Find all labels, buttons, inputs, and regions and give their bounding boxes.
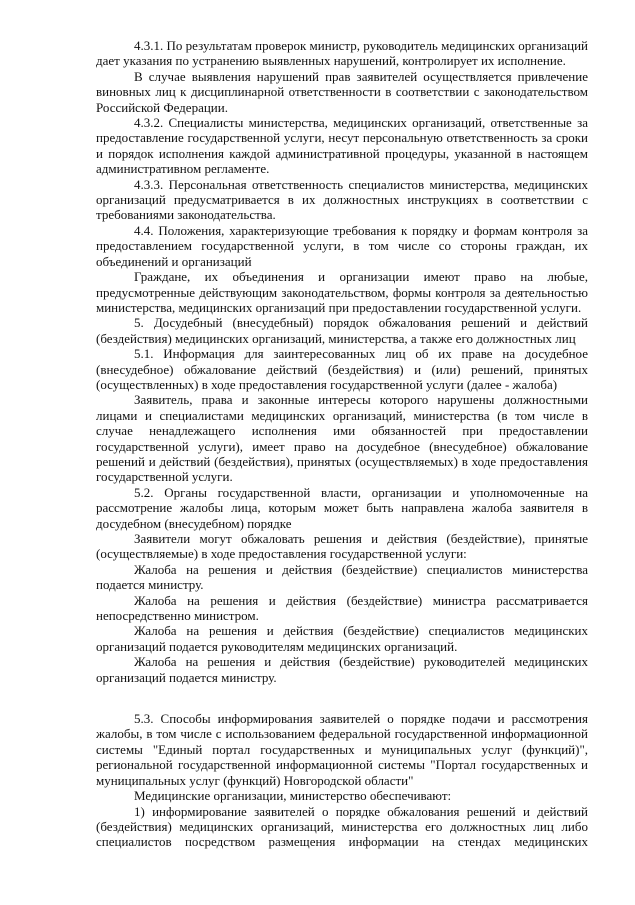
document-page xyxy=(96,38,588,850)
paragraph-organizations-provide: Медицинские организации, министерство обеспечивают: xyxy=(134,788,452,804)
paragraph-violations: В случае выявления нарушений прав заявителей осуществляется привлечение виновных лиц к дисциплинарной ответственности в соответствии с законодательством Российской Федерации. xyxy=(96,68,588,115)
paragraph-item-1: 1) информирование заявителей о порядке обжалования решений и действий (бездействия) медицинских организаций, министерства его должностных лиц либо специалистов посредством размещения информации на стендах медицинских xyxy=(96,803,588,850)
paragraph-5-3: 5.3. Способы информирования заявителей о порядке подачи и рассмотрения жалобы, в том числе с использованием федеральной государственной информационной системы "Единый портал государственных и муниципальных услуг (функций)", региональной государственной информационной системы "Портал государственных и муниципальных услуг (функций) Новгородской области" xyxy=(96,711,588,788)
paragraph-5-2: 5.2. Органы государственной власти, организации и уполномоченные на рассмотрение жалобы лица, которым может быть направлена жалоба заявителя в досудебном (внесудебном) порядке xyxy=(96,484,588,531)
paragraph-applicant-rights: Заявитель, права и законные интересы которого нарушены должностными лицами и специалистами медицинских организаций, министерства (в том числе в случае ненадлежащего исполнения ими обязанностей при предоставлении государственной услуги), имеет право на досудебное (внесудебное) обжалование решений и действий (бездействия), принятых (осуществляемых) в ходе предоставления государственной услуги. xyxy=(96,392,588,485)
section-gap xyxy=(96,685,588,711)
paragraph-4-4: 4.4. Положения, характеризующие требования к порядку и формам контроля за предоставлением государственной услуги, в том числе со стороны граждан, их объединений и организаций xyxy=(96,222,588,269)
paragraph-complaint-minister: Жалоба на решения и действия (бездействие) министра рассматривается непосредственно министром. xyxy=(96,592,588,624)
paragraph-5: 5. Досудебный (внесудебный) порядок обжалования решений и действий (бездействия) медицинских организаций, министерства, а также его должностных лиц xyxy=(96,315,588,346)
paragraph-4-3-3: 4.3.3. Персональная ответственность специалистов министерства, медицинских организаций предусматривается в их должностных инструкциях в соответствии с требованиями законодательства. xyxy=(96,176,588,223)
paragraph-appeal-intro: Заявители могут обжаловать решения и действия (бездействие), принятые (осуществляемые) в ходе предоставления государственной услуги: xyxy=(96,531,588,562)
paragraph-complaint-ministry-staff: Жалоба на решения и действия (бездействие) специалистов министерства подается министру. xyxy=(96,561,588,593)
paragraph-complaint-medical-staff: Жалоба на решения и действия (бездействие) специалистов медицинских организаций подается руководителям медицинских организаций. xyxy=(96,623,588,654)
paragraph-complaint-medical-heads: Жалоба на решения и действия (бездействие) руководителей медицинских организаций подается министру. xyxy=(96,654,588,685)
paragraph-4-3-1: 4.3.1. По результатам проверок министр, руководитель медицинских организаций дает указания по устранению выявленных нарушений, контролирует их исполнение. xyxy=(96,38,588,69)
paragraph-4-3-2: 4.3.2. Специалисты министерства, медицинских организаций, ответственные за предоставление государственной услуги, несут персональную ответственность за сроки и порядок исполнения каждой административной процедуры, указанной в настоящем административном регламенте. xyxy=(96,115,588,177)
paragraph-5-1: 5.1. Информация для заинтересованных лиц об их праве на досудебное (внесудебное) обжалование действий (бездействия) и (или) решений, принятых (осуществленных) в ходе предоставления государственной услуги (далее - жалоба) xyxy=(96,346,588,392)
paragraph-citizens-control: Граждане, их объединения и организации имеют право на любые, предусмотренные действующим законодательством, формы контроля за деятельностью министерства, медицинских организаций при предоставлении государственной услуги. xyxy=(96,269,588,315)
